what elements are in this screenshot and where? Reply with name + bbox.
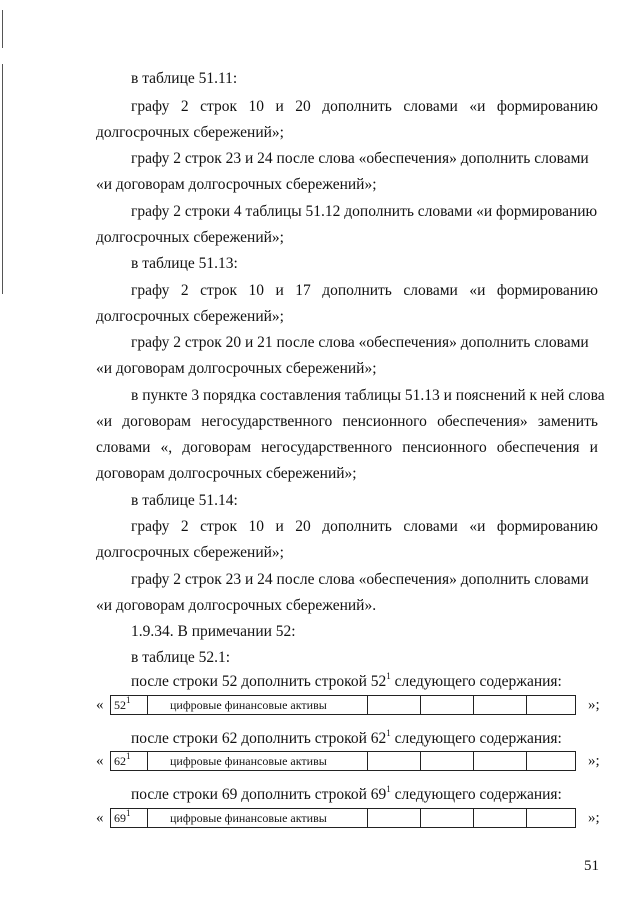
insert-intro-text: после строки 62 дополнить строкой 62	[131, 730, 387, 747]
insert-intro-text: следующего содержания:	[390, 673, 562, 690]
word: 17	[295, 282, 311, 299]
paragraph-line: «и договорам долгосрочных сбережений»;	[96, 360, 377, 377]
paragraph-table-51-14: в таблице 51.14:	[131, 492, 238, 509]
word: 20	[295, 98, 311, 115]
paragraph-line	[131, 94, 598, 120]
insert-table-row	[96, 695, 606, 715]
word: договорам	[122, 413, 191, 430]
paragraph-line: договорам долгосрочных сбережений»;	[96, 465, 357, 482]
word: дополнить	[322, 282, 392, 299]
quote-close: »;	[588, 753, 600, 769]
row-name-cell: цифровые финансовые активы	[148, 809, 368, 827]
word: и	[275, 98, 284, 115]
word: строк	[200, 98, 237, 115]
word: словами	[403, 98, 458, 115]
word: строк	[200, 518, 237, 535]
quote-close: »;	[588, 810, 600, 826]
paragraph-line: графу 2 строк 23 и 24 после слова «обеспечения» дополнить словами	[131, 571, 589, 588]
word: дополнить	[322, 518, 392, 535]
word: и	[275, 282, 284, 299]
page-number: 51	[584, 858, 599, 874]
word: 2	[180, 98, 189, 115]
insert-intro-text: следующего содержания:	[390, 786, 562, 803]
word: и	[589, 439, 598, 456]
row-code-cell	[111, 809, 148, 827]
paragraph-table-51-11: в таблице 51.11:	[131, 70, 238, 87]
superscript: 1	[386, 727, 391, 738]
insert-intro	[131, 669, 598, 695]
empty-cell	[368, 752, 421, 770]
table-row-box	[110, 695, 576, 715]
word: «,	[160, 439, 173, 456]
paragraph-line: графу 2 строки 4 таблицы 51.12 дополнить словами «и формированию	[131, 203, 598, 220]
paragraph-line	[131, 278, 598, 304]
word: словами	[403, 518, 458, 535]
empty-cell	[368, 809, 421, 827]
empty-cell	[421, 696, 474, 714]
paragraph-line	[96, 435, 598, 461]
word: договорам	[182, 439, 252, 456]
scan-edge-mark-middle	[2, 64, 3, 294]
word: 20	[295, 518, 311, 535]
empty-cell	[527, 696, 575, 714]
insert-intro-text: следующего содержания:	[390, 730, 562, 747]
paragraph-line: долгосрочных сбережений»;	[96, 229, 284, 246]
word: «и	[469, 98, 486, 115]
word: «и	[96, 413, 113, 430]
paragraph-line: «и договорам долгосрочных сбережений»;	[96, 176, 377, 193]
word: негосударственного	[201, 413, 333, 430]
insert-intro	[131, 782, 598, 808]
word: «и	[469, 518, 486, 535]
paragraph-line: «и договорам долгосрочных сбережений».	[96, 597, 377, 614]
word: словами	[96, 439, 151, 456]
word: заменить	[537, 413, 598, 430]
row-code: 69	[114, 811, 126, 825]
paragraph-table-52-1: в таблице 52.1:	[131, 649, 231, 666]
insert-intro-text: после строки 52 дополнить строкой 52	[131, 673, 387, 690]
superscript: 1	[126, 751, 131, 761]
quote-close: »;	[588, 697, 600, 713]
word: 2	[180, 282, 189, 299]
superscript: 1	[386, 670, 391, 681]
quote-open: «	[96, 810, 104, 826]
paragraph-line: в пункте 3 порядка составления таблицы 51.13 и пояснений к ней слова	[131, 387, 605, 404]
paragraph-line: долгосрочных сбережений»;	[96, 308, 284, 325]
insert-table-row	[96, 751, 606, 771]
row-code: 62	[114, 754, 126, 768]
quote-open: «	[96, 753, 104, 769]
paragraph-line: графу 2 строк 23 и 24 после слова «обеспечения» дополнить словами	[131, 150, 589, 167]
word: «и	[469, 282, 486, 299]
insert-table-row	[96, 808, 606, 828]
row-code-cell	[111, 752, 148, 770]
superscript: 1	[126, 808, 131, 818]
word: графу	[131, 518, 170, 535]
word: обеспечения	[496, 439, 580, 456]
empty-cell	[368, 696, 421, 714]
empty-cell	[527, 752, 575, 770]
superscript: 1	[386, 783, 391, 794]
paragraph-line	[131, 514, 598, 540]
paragraph-line: долгосрочных сбережений»;	[96, 544, 284, 561]
row-name-cell: цифровые финансовые активы	[148, 752, 368, 770]
empty-cell	[474, 752, 527, 770]
row-code: 52	[114, 698, 126, 712]
paragraph-table-51-13: в таблице 51.13:	[131, 255, 238, 272]
word: дополнить	[322, 98, 392, 115]
empty-cell	[474, 696, 527, 714]
word: 10	[248, 282, 264, 299]
insert-intro	[131, 726, 598, 752]
empty-cell	[474, 809, 527, 827]
word: обеспечения»	[437, 413, 528, 430]
word: негосударственного	[261, 439, 393, 456]
word: формированию	[496, 282, 598, 299]
word: строк	[200, 282, 237, 299]
word: графу	[131, 282, 170, 299]
word: формированию	[496, 98, 598, 115]
word: 10	[248, 518, 264, 535]
word: 10	[248, 98, 264, 115]
table-row-box	[110, 808, 576, 828]
section-heading-1-9-34: 1.9.34. В примечании 52:	[131, 623, 296, 640]
word: графу	[131, 98, 170, 115]
row-code-cell	[111, 696, 148, 714]
table-row-box	[110, 751, 576, 771]
empty-cell	[421, 752, 474, 770]
quote-open: «	[96, 697, 104, 713]
word: 2	[180, 518, 189, 535]
word: пенсионного	[342, 413, 427, 430]
paragraph-line: долгосрочных сбережений»;	[96, 124, 284, 141]
word: пенсионного	[402, 439, 487, 456]
word: и	[275, 518, 284, 535]
paragraph-line	[96, 409, 598, 435]
insert-intro-text: после строки 69 дополнить строкой 69	[131, 786, 387, 803]
word: формированию	[496, 518, 598, 535]
empty-cell	[421, 809, 474, 827]
scan-edge-mark-top	[2, 10, 3, 48]
superscript: 1	[126, 695, 131, 705]
paragraph-line: графу 2 строк 20 и 21 после слова «обеспечения» дополнить словами	[131, 334, 589, 351]
word: словами	[403, 282, 458, 299]
row-name-cell: цифровые финансовые активы	[148, 696, 368, 714]
empty-cell	[527, 809, 575, 827]
